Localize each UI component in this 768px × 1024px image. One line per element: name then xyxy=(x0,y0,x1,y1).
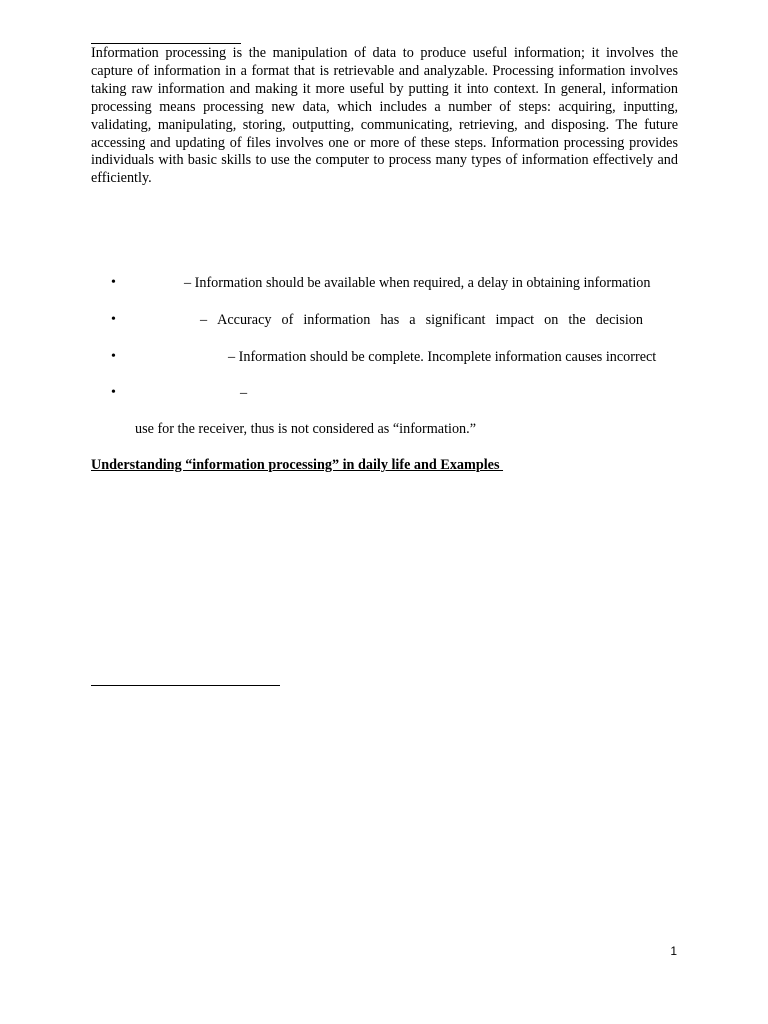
bullet-text: – Information should be complete. Incomplete information causes incorrect xyxy=(228,349,657,365)
bullet-item xyxy=(91,347,678,367)
continuation-text: use for the receiver, thus is not considered as “information.” xyxy=(135,421,476,437)
bullet-word: the xyxy=(568,312,586,328)
page-number: 1 xyxy=(670,944,677,958)
bullet-icon: • xyxy=(111,275,116,290)
top-rule xyxy=(91,43,241,44)
bullet-icon: • xyxy=(111,385,116,400)
bullet-item xyxy=(91,310,678,330)
bottom-rule xyxy=(91,685,280,686)
bullet-word: has xyxy=(380,312,400,328)
section-heading: Understanding “information processing” in daily life and Examples xyxy=(91,457,504,473)
bullet-item xyxy=(91,273,678,293)
bullet-icon: • xyxy=(111,312,116,327)
bullet-word: of xyxy=(281,312,294,328)
intro-paragraph: Information processing is the manipulation of data to produce useful information; it involves the capture of information in a format that is retrievable and analyzable. Processing information involves taking raw information and making it more useful by putting it into context. In general, information processing means processing new data, which includes a number of steps: acquiring, inputting, validating, manipulating, storing, outputting, communicating, retrieving, and disposing. The future accessing and updating of files involves one or more of these steps. Information processing provides individuals with basic skills to use the computer to process many types of information effectively and efficiently. xyxy=(91,45,678,187)
bullet-word: information xyxy=(303,312,371,328)
bullet-icon: • xyxy=(111,349,116,364)
bullet-text: – Information should be available when required, a delay in obtaining information xyxy=(184,275,651,291)
bullet-text: – xyxy=(240,385,248,401)
bullet-word: on xyxy=(544,312,559,328)
bullet-word: decision xyxy=(595,312,643,328)
bullet-word: impact xyxy=(495,312,535,328)
bullet-text xyxy=(200,310,643,330)
bullet-word: – xyxy=(200,312,208,328)
bullet-word: a xyxy=(409,312,416,328)
bullet-word: significant xyxy=(425,312,486,328)
bullet-word: Accuracy xyxy=(217,312,272,328)
bullet-item xyxy=(91,383,678,403)
